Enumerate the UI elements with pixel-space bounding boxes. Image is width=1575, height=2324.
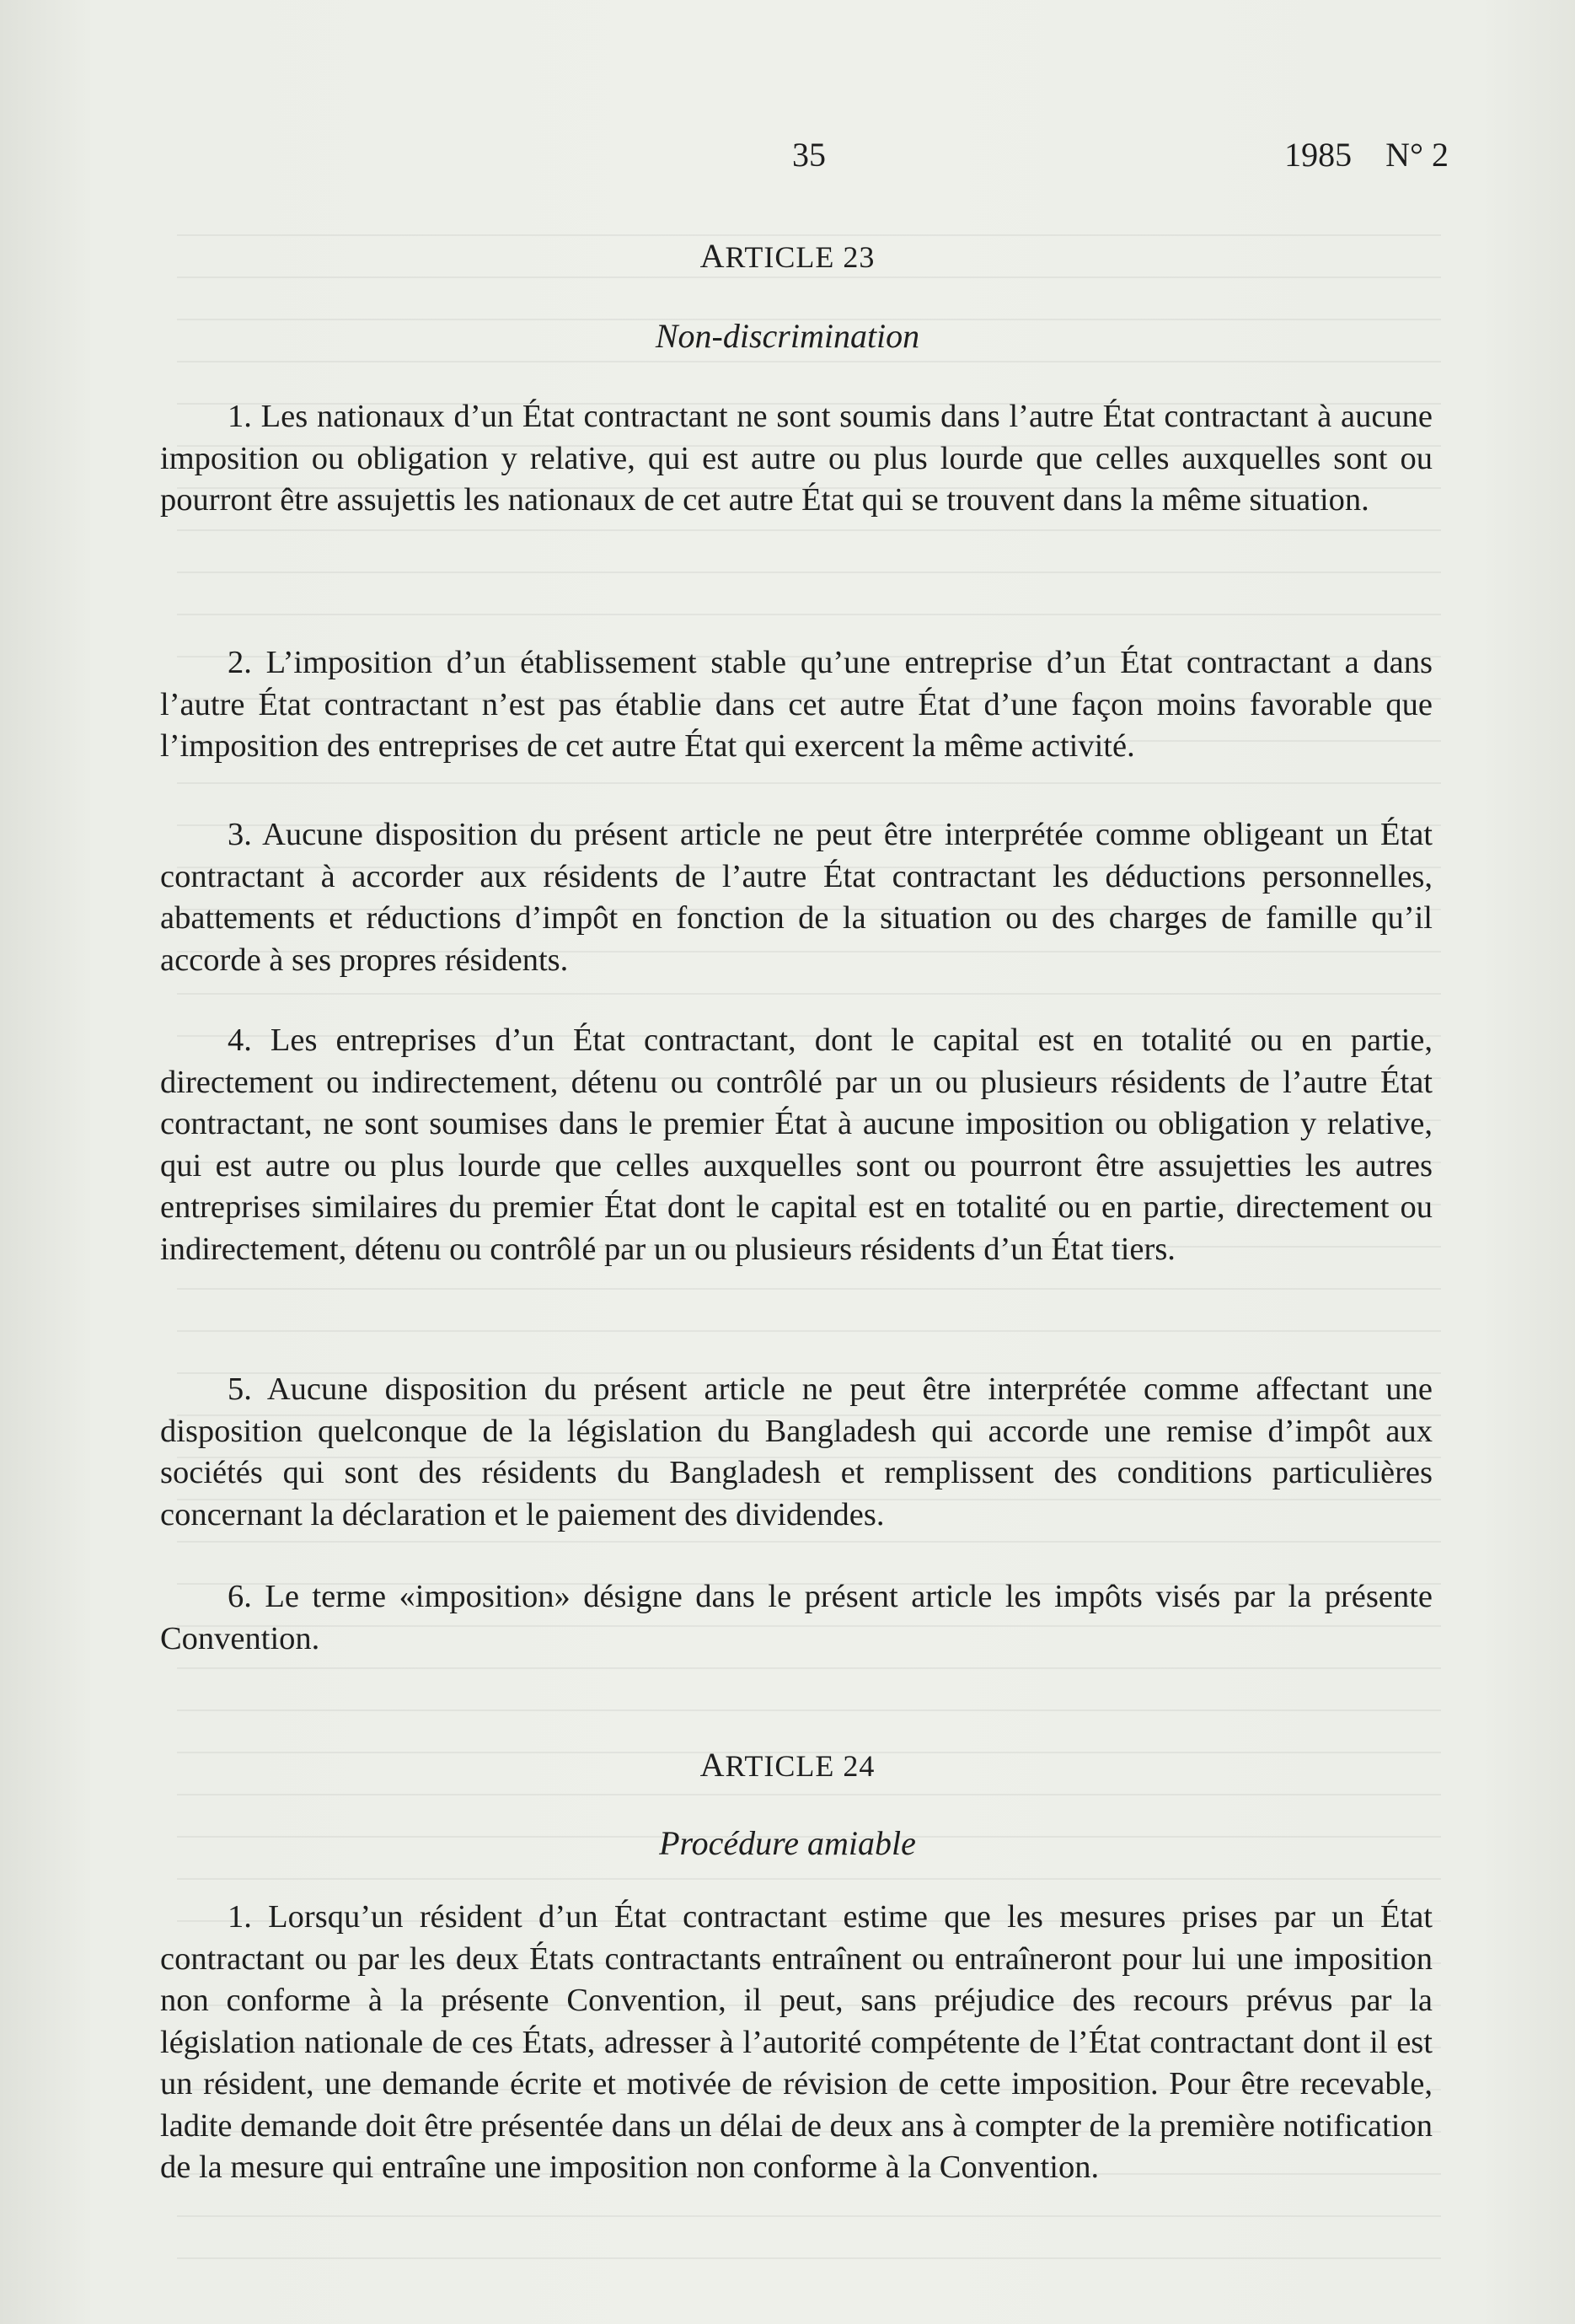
article-24-heading: ARTICLE 24 <box>699 1746 876 1784</box>
article-23-subtitle: Non-discrimination <box>655 317 920 355</box>
page-number: 35 <box>792 136 826 174</box>
page-header <box>0 135 1575 185</box>
article-23-paragraph-4: 4. Les entreprises d’un État contractant, dont le capital est en totalité ou en partie, directement ou indirectement, détenu ou contrôlé par un ou plusieurs résidents de l’autre État contractant, ne sont soumises dans le premier État à aucune imposition ou obligation y relative, qui est autre ou plus lourde que celles auxquelles sont ou pourront être assujetties les autres entreprises similaires du premier État dont le capital est en totalité ou en partie, directement ou indirectement, détenu ou contrôlé par un ou plusieurs résidents d’un État tiers. <box>160 1022 1433 1267</box>
article-24-paragraph-1: 1. Lorsqu’un résident d’un État contractant estime que les mesures prises par un État contractant ou par les deux États contractants entraînent ou entraîneront pour lui une imposition non conforme à la présente Convention, il peut, sans préjudice des recours prévus par la législation nationale de ces États, adresser à l’autorité compétente de l’État contractant dont il est un résident, une demande écrite et motivée de révision de cette imposition. Pour être recevable, ladite demande doit être présentée dans un délai de deux ans à compter de la première notification de la mesure qui entraîne une imposition non conforme à la Convention. <box>160 1899 1433 2185</box>
article-24-subtitle: Procédure amiable <box>659 1824 916 1862</box>
article-23-heading: ARTICLE 23 <box>699 237 876 275</box>
article-23-paragraph-5: 5. Aucune disposition du présent article ne peut être interprétée comme affectant une disposition quelconque de la législation du Bangladesh qui accorde une remise d’impôt aux sociétés qui sont des résidents du Bangladesh et remplissent des conditions particulières concernant la déclaration et le paiement des dividendes. <box>160 1371 1433 1532</box>
year-number-label: 1985 N° 2 <box>1284 136 1449 174</box>
article-23-paragraph-6: 6. Le terme «imposition» désigne dans le présent article les impôts visés par la présente Convention. <box>160 1579 1433 1656</box>
article-23-paragraph-3: 3. Aucune disposition du présent article ne peut être interprétée comme obligeant un État contractant à accorder aux résidents de l’autre État contractant les déductions personnelles, abattements et réductions d’impôt en fonction de la situation ou des charges de famille qu’il accorde à ses propres résidents. <box>160 817 1433 978</box>
article-23-paragraph-2: 2. L’imposition d’un établissement stable qu’une entreprise d’un État contractant a dans l’autre État contractant n’est pas établie dans cet autre État d’une façon moins favorable que l’imposition des entreprises de cet autre État qui exercent la même activité. <box>160 645 1433 764</box>
article-23-paragraph-1: 1. Les nationaux d’un État contractant ne sont soumis dans l’autre État contractant à aucune imposition ou obligation y relative, qui est autre ou plus lourde que celles auxquelles sont ou pourront être assujettis les nationaux de cet autre État qui se trouvent dans la même situation. <box>160 399 1433 518</box>
